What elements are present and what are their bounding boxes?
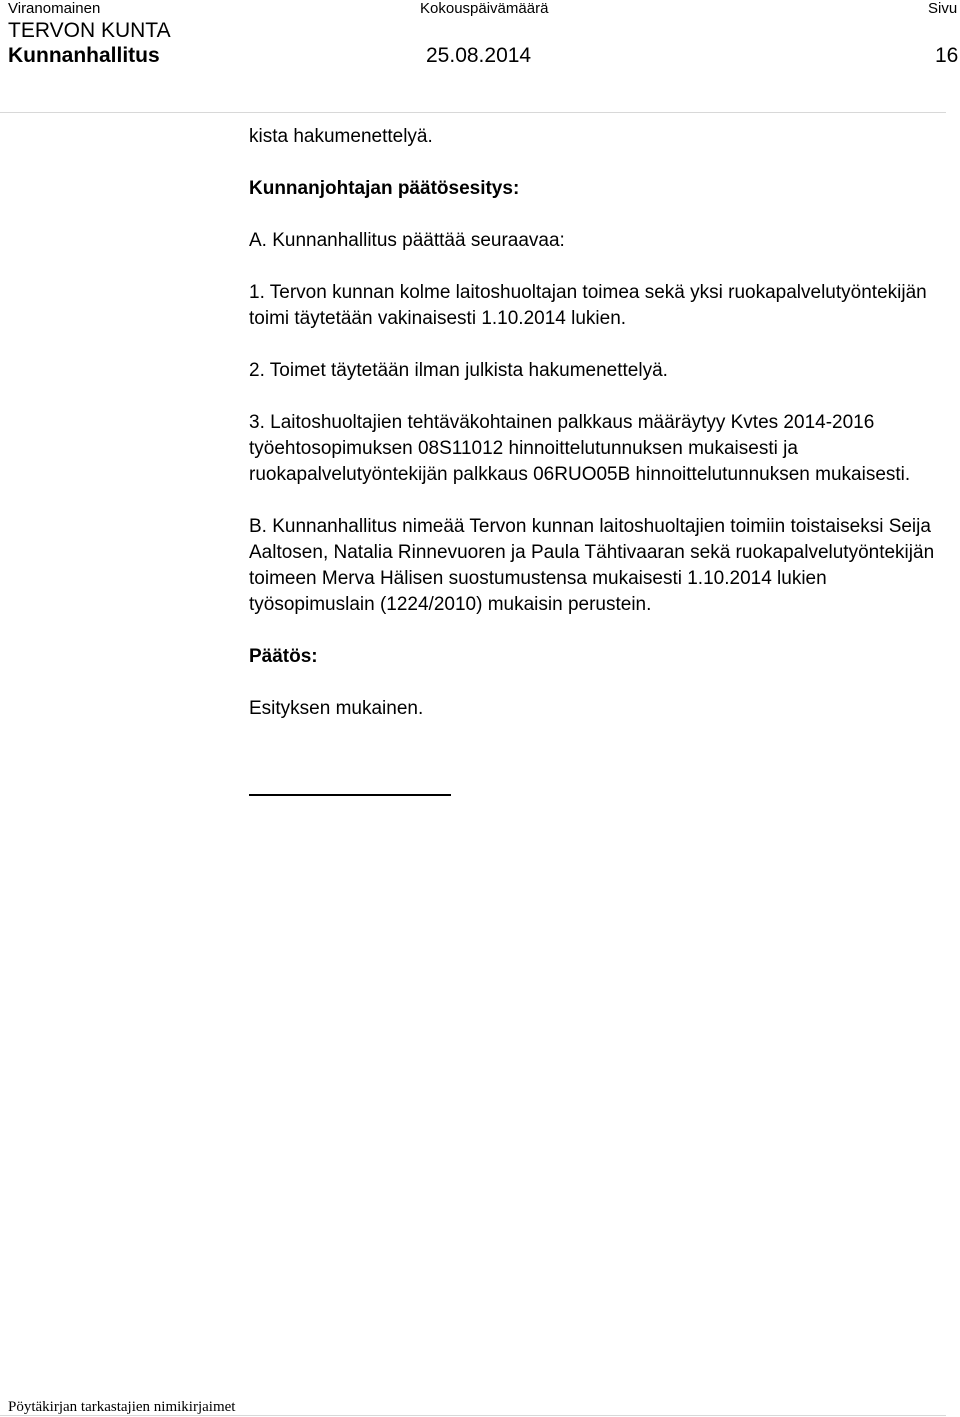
header-date-label: Kokouspäivämäärä xyxy=(420,0,549,17)
decision-text: Esityksen mukainen. xyxy=(249,698,424,719)
paragraph-1: 1. Tervon kunnan kolme laitoshuoltajan toimea sekä yksi ruokapalvelutyöntekijän toimi täytetään vakinaisesti 1.10.2014 lukien. xyxy=(249,282,927,329)
header-authority-label: Viranomainen xyxy=(8,0,101,17)
signature-line xyxy=(249,794,451,796)
proposal-heading: Kunnanjohtajan päätösesitys: xyxy=(249,178,520,199)
paragraph-b: B. Kunnanhallitus nimeää Tervon kunnan laitoshuoltajien toimiin toistaiseksi Seija Aaltosen, Natalia Rinnevuoren ja Paula Tähtivaaran sekä ruokapalvelutyöntekijän toimeen Merva Hälisen suostumustensa mukaisesti 1.10.2014 lukien työsopimuslain (1224/2010) mukaisin perustein. xyxy=(249,516,935,615)
paragraph-a: A. Kunnanhallitus päättää seuraavaa: xyxy=(249,230,565,251)
paragraph-3: 3. Laitoshuoltajien tehtäväkohtainen palkkaus määräytyy Kvtes 2014-2016 työehtosopimuksen 08S11012 hinnoittelutunnuksen mukaisesti ja ruokapalvelutyöntekijän palkkaus 06RUO05B hinnoittelutunnuksen mukaisesti. xyxy=(249,412,911,485)
document-content xyxy=(249,124,955,722)
paragraph-continuation: kista hakumenettelyä. xyxy=(249,126,433,147)
header-page-label: Sivu xyxy=(928,0,958,17)
footer-initials-label: Pöytäkirjan tarkastajien nimikirjaimet xyxy=(8,1399,236,1415)
paragraph-2: 2. Toimet täytetään ilman julkista hakumenettelyä. xyxy=(249,360,668,381)
header-date: 25.08.2014 xyxy=(426,44,532,67)
footer-divider xyxy=(0,1415,946,1416)
header-body: Kunnanhallitus xyxy=(8,44,160,67)
header-divider xyxy=(0,112,946,113)
header-page-number: 16 xyxy=(935,44,959,67)
header-municipality: TERVON KUNTA xyxy=(8,19,171,42)
decision-heading: Päätös: xyxy=(249,646,318,667)
